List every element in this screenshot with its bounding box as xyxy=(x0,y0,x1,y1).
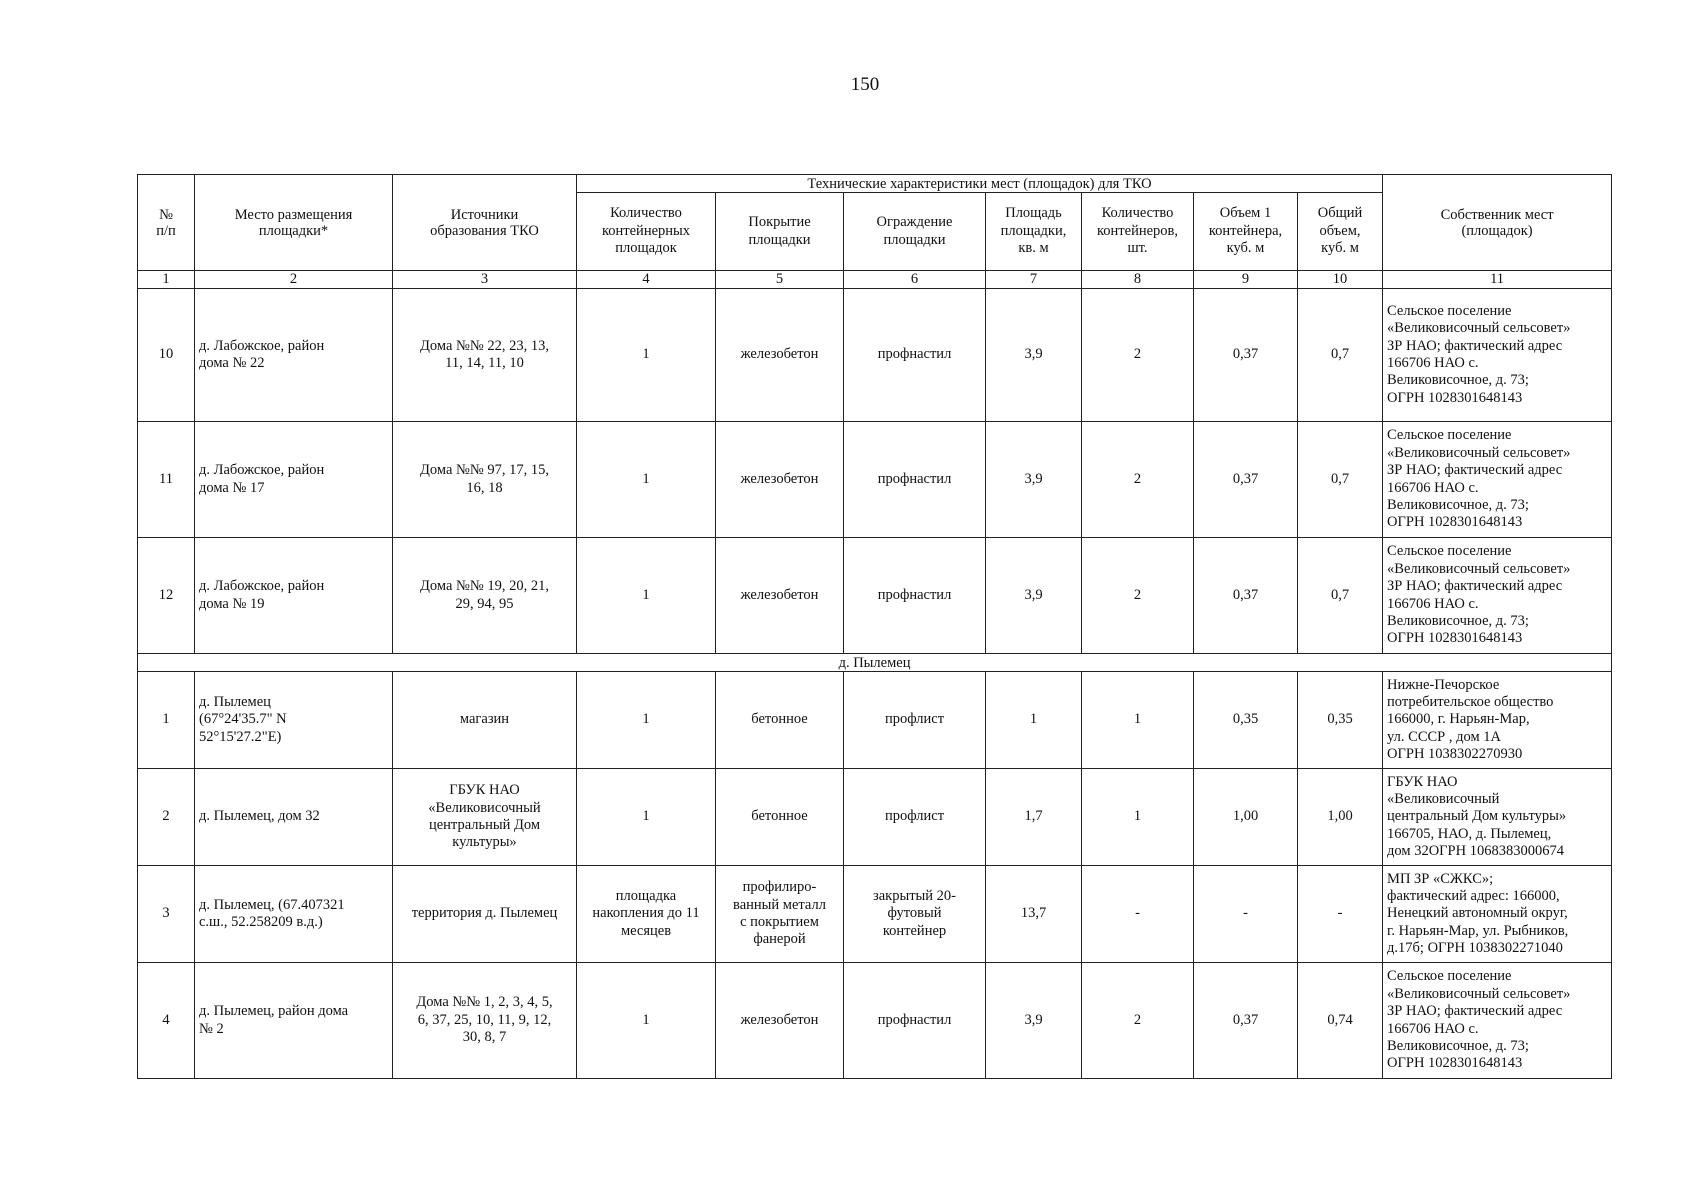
cell-surface: железобетон xyxy=(716,538,844,654)
cell-area: 1 xyxy=(986,672,1082,769)
cell-sites-count: 1 xyxy=(577,963,716,1079)
cell-num: 1 xyxy=(138,672,195,769)
column-index: 11 xyxy=(1383,271,1612,289)
cell-containers: 2 xyxy=(1082,422,1194,538)
cell-sites-count: 1 xyxy=(577,289,716,422)
cell-containers: 2 xyxy=(1082,289,1194,422)
cell-containers: 2 xyxy=(1082,538,1194,654)
cell-place: д. Пылемец, (67.407321 с.ш., 52.258209 в.д.) xyxy=(195,866,393,963)
cell-fence: профнастил xyxy=(844,963,986,1079)
header-fence: Ограждение площадки xyxy=(844,193,986,271)
cell-sites-count: 1 xyxy=(577,422,716,538)
cell-sources: Дома №№ 97, 17, 15, 16, 18 xyxy=(393,422,577,538)
rows-pylemets xyxy=(138,672,1612,1079)
cell-num: 10 xyxy=(138,289,195,422)
cell-surface: профилиро- ванный металл с покрытием фанерой xyxy=(716,866,844,963)
header-tech-characteristics: Технические характеристики мест (площадок) для ТКО xyxy=(577,175,1383,193)
table-row xyxy=(138,963,1612,1079)
cell-fence: профлист xyxy=(844,769,986,866)
cell-num: 2 xyxy=(138,769,195,866)
cell-area: 3,9 xyxy=(986,963,1082,1079)
waste-sites-table xyxy=(137,174,1612,1079)
cell-owner: Сельское поселение «Великовисочный сельсовет» ЗР НАО; фактический адрес 166706 НАО с. Великовисочное, д. 73; ОГРН 1028301648143 xyxy=(1383,422,1612,538)
column-index: 3 xyxy=(393,271,577,289)
cell-fence: профнастил xyxy=(844,289,986,422)
cell-volume-one: 0,37 xyxy=(1194,538,1298,654)
cell-fence: закрытый 20- футовый контейнер xyxy=(844,866,986,963)
cell-volume-total: 0,7 xyxy=(1298,289,1383,422)
column-index: 4 xyxy=(577,271,716,289)
column-index: 10 xyxy=(1298,271,1383,289)
cell-owner: Нижне-Печорское потребительское общество 166000, г. Нарьян-Мар, ул. СССР , дом 1А ОГРН 1038302270930 xyxy=(1383,672,1612,769)
header-owner: Собственник мест (площадок) xyxy=(1383,175,1612,271)
table-row xyxy=(138,672,1612,769)
cell-owner: ГБУК НАО «Великовисочный центральный Дом культуры» 166705, НАО, д. Пылемец, дом 32ОГРН 1068383000674 xyxy=(1383,769,1612,866)
column-index: 8 xyxy=(1082,271,1194,289)
cell-area: 3,9 xyxy=(986,538,1082,654)
cell-volume-total: 0,74 xyxy=(1298,963,1383,1079)
cell-sites-count: площадка накопления до 11 месяцев xyxy=(577,866,716,963)
cell-volume-one: 0,37 xyxy=(1194,289,1298,422)
column-index: 5 xyxy=(716,271,844,289)
header-sites-count: Количество контейнерных площадок xyxy=(577,193,716,271)
cell-place: д. Лабожское, район дома № 19 xyxy=(195,538,393,654)
cell-area: 13,7 xyxy=(986,866,1082,963)
header-num: № п/п xyxy=(138,175,195,271)
cell-sources: магазин xyxy=(393,672,577,769)
cell-volume-total: 0,35 xyxy=(1298,672,1383,769)
column-index-row xyxy=(138,271,1612,289)
cell-fence: профлист xyxy=(844,672,986,769)
cell-num: 3 xyxy=(138,866,195,963)
cell-volume-one: 0,37 xyxy=(1194,422,1298,538)
cell-containers: 1 xyxy=(1082,769,1194,866)
page-number: 150 xyxy=(850,74,880,95)
cell-sites-count: 1 xyxy=(577,769,716,866)
cell-sites-count: 1 xyxy=(577,672,716,769)
header-containers: Количество контейнеров, шт. xyxy=(1082,193,1194,271)
cell-place: д. Пылемец (67°24'35.7" N 52°15'27.2"E) xyxy=(195,672,393,769)
table-row xyxy=(138,289,1612,422)
cell-volume-one: 0,35 xyxy=(1194,672,1298,769)
cell-fence: профнастил xyxy=(844,538,986,654)
cell-containers: 1 xyxy=(1082,672,1194,769)
table-row xyxy=(138,422,1612,538)
cell-fence: профнастил xyxy=(844,422,986,538)
column-index: 7 xyxy=(986,271,1082,289)
cell-volume-one: 0,37 xyxy=(1194,963,1298,1079)
cell-containers: 2 xyxy=(1082,963,1194,1079)
cell-containers: - xyxy=(1082,866,1194,963)
rows-labozhskoe xyxy=(138,289,1612,654)
cell-owner: Сельское поселение «Великовисочный сельсовет» ЗР НАО; фактический адрес 166706 НАО с. Великовисочное, д. 73; ОГРН 1028301648143 xyxy=(1383,538,1612,654)
cell-volume-total: 1,00 xyxy=(1298,769,1383,866)
header-area: Площадь площадки, кв. м xyxy=(986,193,1082,271)
cell-area: 1,7 xyxy=(986,769,1082,866)
cell-sources: территория д. Пылемец xyxy=(393,866,577,963)
cell-place: д. Пылемец, район дома № 2 xyxy=(195,963,393,1079)
cell-owner: Сельское поселение «Великовисочный сельсовет» ЗР НАО; фактический адрес 166706 НАО с. Великовисочное, д. 73; ОГРН 1028301648143 xyxy=(1383,289,1612,422)
header-volume-one: Объем 1 контейнера, куб. м xyxy=(1194,193,1298,271)
cell-surface: железобетон xyxy=(716,422,844,538)
cell-surface: бетонное xyxy=(716,672,844,769)
cell-volume-total: 0,7 xyxy=(1298,422,1383,538)
cell-volume-one: - xyxy=(1194,866,1298,963)
cell-volume-one: 1,00 xyxy=(1194,769,1298,866)
cell-area: 3,9 xyxy=(986,289,1082,422)
column-index: 9 xyxy=(1194,271,1298,289)
header-volume-total: Общий объем, куб. м xyxy=(1298,193,1383,271)
column-index: 2 xyxy=(195,271,393,289)
cell-volume-total: - xyxy=(1298,866,1383,963)
cell-volume-total: 0,7 xyxy=(1298,538,1383,654)
table-row xyxy=(138,769,1612,866)
header-surface: Покрытие площадки xyxy=(716,193,844,271)
table-row xyxy=(138,866,1612,963)
cell-owner: МП ЗР «СЖКС»; фактический адрес: 166000, Ненецкий автономный округ, г. Нарьян-Мар, ул. Рыбников, д.17б; ОГРН 1038302271040 xyxy=(1383,866,1612,963)
header-sources: Источники образования ТКО xyxy=(393,175,577,271)
table-header xyxy=(138,175,1612,289)
cell-sites-count: 1 xyxy=(577,538,716,654)
header-place: Место размещения площадки* xyxy=(195,175,393,271)
cell-sources: ГБУК НАО «Великовисочный центральный Дом культуры» xyxy=(393,769,577,866)
cell-num: 11 xyxy=(138,422,195,538)
column-index: 6 xyxy=(844,271,986,289)
cell-sources: Дома №№ 22, 23, 13, 11, 14, 11, 10 xyxy=(393,289,577,422)
cell-place: д. Пылемец, дом 32 xyxy=(195,769,393,866)
cell-place: д. Лабожское, район дома № 17 xyxy=(195,422,393,538)
section-title: д. Пылемец xyxy=(138,654,1612,672)
cell-surface: железобетон xyxy=(716,963,844,1079)
cell-surface: железобетон xyxy=(716,289,844,422)
section-pylemets xyxy=(138,654,1612,672)
cell-num: 12 xyxy=(138,538,195,654)
column-index: 1 xyxy=(138,271,195,289)
cell-sources: Дома №№ 1, 2, 3, 4, 5, 6, 37, 25, 10, 11, 9, 12, 30, 8, 7 xyxy=(393,963,577,1079)
cell-surface: бетонное xyxy=(716,769,844,866)
cell-area: 3,9 xyxy=(986,422,1082,538)
cell-num: 4 xyxy=(138,963,195,1079)
cell-place: д. Лабожское, район дома № 22 xyxy=(195,289,393,422)
cell-owner: Сельское поселение «Великовисочный сельсовет» ЗР НАО; фактический адрес 166706 НАО с. Великовисочное, д. 73; ОГРН 1028301648143 xyxy=(1383,963,1612,1079)
cell-sources: Дома №№ 19, 20, 21, 29, 94, 95 xyxy=(393,538,577,654)
table-row xyxy=(138,538,1612,654)
